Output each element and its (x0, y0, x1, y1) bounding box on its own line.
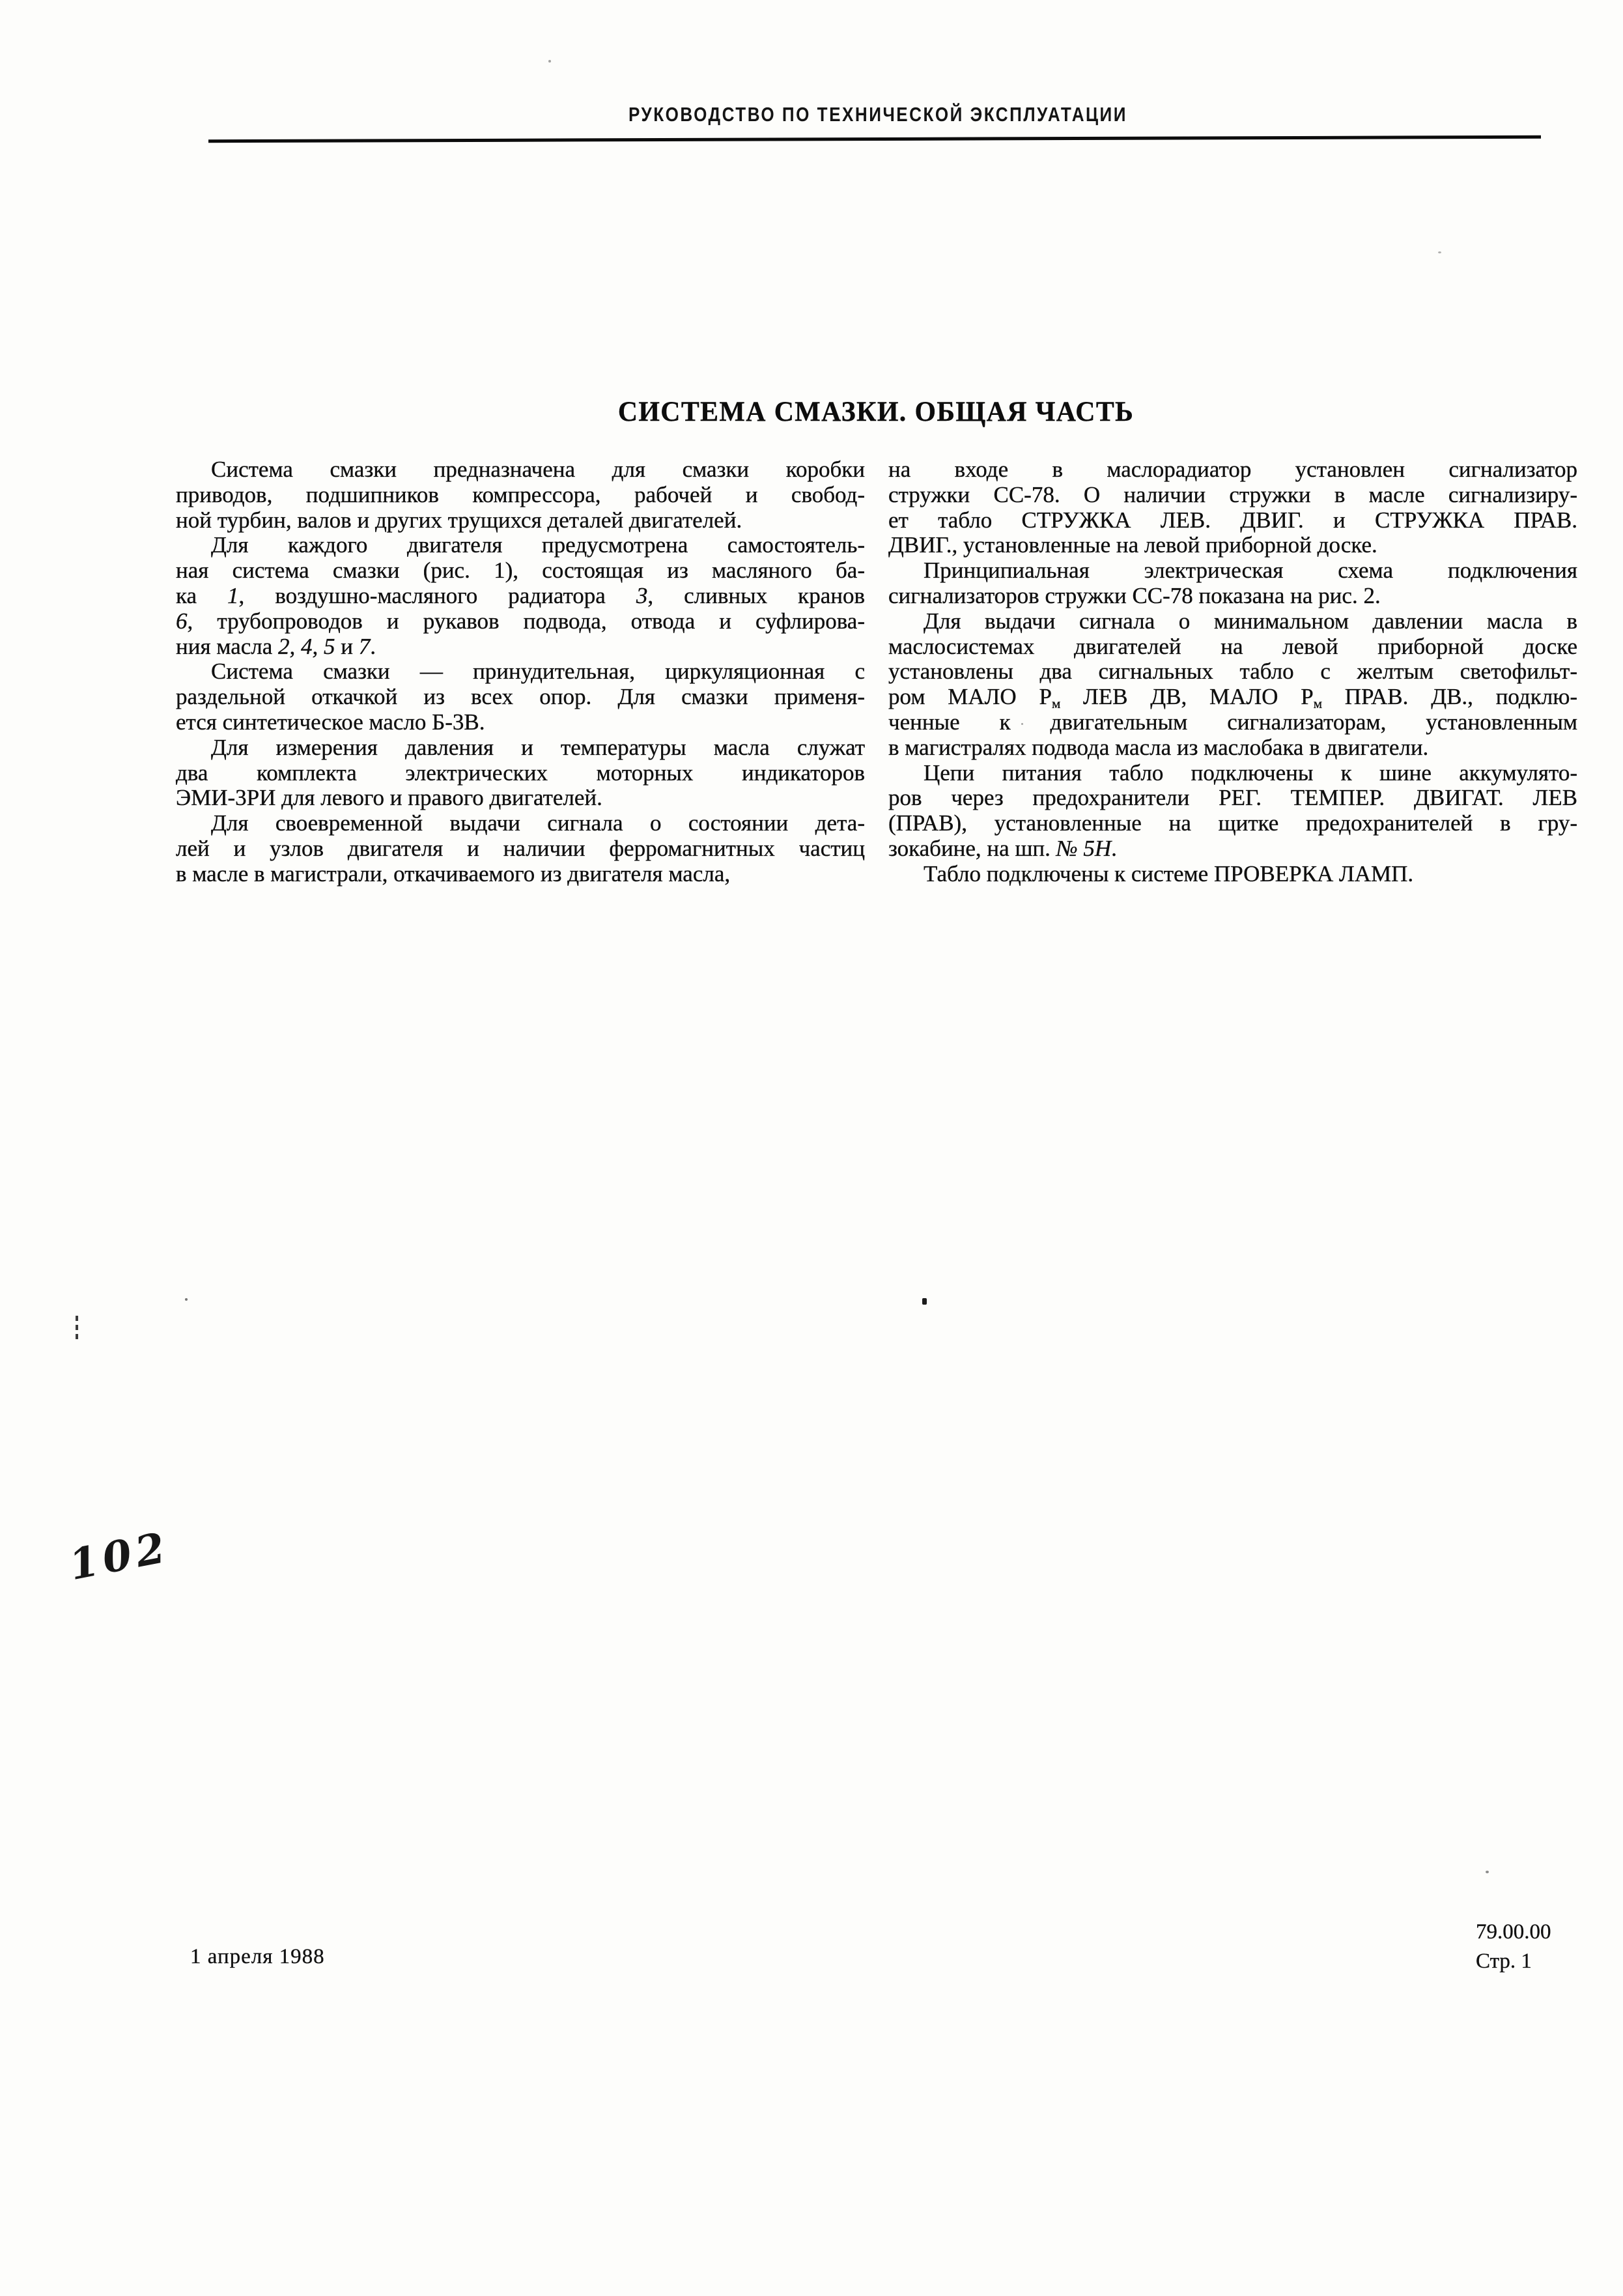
paragraph (176, 811, 865, 886)
text-line: 6, трубопроводов и рукавов подвода, отвода и суфлирова- (176, 608, 865, 634)
text-line: на входе в маслорадиатор установлен сигнализатор (888, 457, 1577, 482)
text-line: лей и узлов двигателя и наличии ферромагнитных частиц (176, 835, 865, 861)
text-line: сигнализаторов стружки СС-78 показана на рис. 2. (888, 582, 1381, 608)
text-column-left (176, 457, 865, 887)
text-line: в масле в магистрали, откачиваемого из двигателя масла, (176, 860, 731, 886)
paragraph (176, 457, 865, 533)
page-title: СИСТЕМА СМАЗКИ. ОБЩАЯ ЧАСТЬ (617, 397, 1135, 427)
footer-doc-number: 79.00.00 (1476, 1920, 1551, 1944)
footer-reference (1476, 1918, 1551, 1976)
header-rule (208, 135, 1541, 143)
text-line: раздельной откачкой из всех опор. Для смазки применя- (176, 684, 865, 710)
body-text-columns (176, 457, 1577, 887)
scan-speck (1021, 723, 1023, 725)
paragraph (176, 659, 865, 735)
text-line: Система смазки — принудительная, циркуляционная с (211, 659, 865, 685)
text-line: (ПРАВ), установленные на щитке предохранителей в гру- (888, 810, 1577, 836)
scan-speck (185, 1298, 188, 1301)
text-line: установлены два сигнальных табло с желтым светофильт- (888, 659, 1577, 685)
text-line: Для каждого двигателя предусмотрена самостоятель- (211, 532, 865, 558)
text-line: Табло подключены к системе ПРОВЕРКА ЛАМП. (924, 860, 1414, 886)
text-line: ет табло СТРУЖКА ЛЕВ. ДВИГ. и СТРУЖКА ПРАВ. (888, 507, 1577, 533)
paragraph (888, 761, 1577, 862)
text-line: маслосистемах двигателей на левой приборной доске (888, 633, 1577, 659)
running-header: РУКОВОДСТВО ПО ТЕХНИЧЕСКОЙ ЭКСПЛУАТАЦИИ (628, 103, 1128, 126)
text-line: ЭМИ-3РИ для левого и правого двигателей. (176, 785, 602, 811)
paragraph (888, 457, 1577, 558)
paragraph (888, 862, 1577, 887)
text-line: два комплекта электрических моторных индикаторов (176, 759, 865, 786)
text-line: ка 1, воздушно-масляного радиатора 3, сливных кранов (176, 582, 865, 608)
paragraph (176, 735, 865, 811)
text-line: приводов, подшипников компрессора, рабочей и свобод- (176, 481, 865, 507)
text-line: стружки СС-78. О наличии стружки в масле сигнализиру- (888, 481, 1577, 507)
text-line: зокабине, на шп. № 5Н. (888, 835, 1117, 861)
text-line: в магистралях подвода масла из маслобака в двигатели. (888, 734, 1429, 760)
text-line: ется синтетическое масло Б-3В. (176, 709, 485, 735)
scan-speck (76, 1316, 78, 1339)
text-line: ная система смазки (рис. 1), состоящая из масляного ба- (176, 558, 865, 584)
scan-speck (548, 60, 551, 63)
text-line: ДВИГ., установленные на левой приборной доске. (888, 532, 1377, 558)
text-line: Принципиальная электрическая схема подключения (924, 558, 1577, 584)
text-line: Система смазки предназначена для смазки коробки (211, 457, 865, 482)
text-line: ром МАЛО $Р_м$ ЛЕВ ДВ, МАЛО $Р_м$ ПРАВ. ДВ., подклю- (888, 684, 1578, 712)
text-column-right (888, 457, 1577, 887)
paragraph (888, 609, 1577, 761)
paragraph (888, 558, 1577, 609)
text-line: ния масла 2, 4, 5 и 7. (176, 633, 376, 659)
footer-date: 1 апреля 1988 (190, 1945, 325, 1968)
text-line: Для выдачи сигнала о минимальном давлении масла в (924, 608, 1577, 634)
handwritten-page-number: 102 (65, 1522, 174, 1591)
text-line: Цепи питания табло подключены к шине аккумулято- (924, 759, 1577, 786)
scan-speck (1486, 1871, 1489, 1873)
text-line: ченные к двигательным сигнализаторам, установленным (888, 709, 1577, 735)
text-line: ной турбин, валов и других трущихся деталей двигателей. (176, 507, 742, 533)
scan-speck (1438, 251, 1441, 253)
paragraph (176, 533, 865, 659)
text-line: Для своевременной выдачи сигнала о состоянии дета- (211, 810, 865, 836)
text-line: ров через предохранители РЕГ. ТЕМПЕР. ДВИГАТ. ЛЕВ (888, 785, 1577, 811)
text-line: Для измерения давления и температуры масла служат (211, 734, 865, 760)
footer-page-number: Стр. 1 (1476, 1949, 1532, 1973)
scan-speck (922, 1298, 927, 1305)
